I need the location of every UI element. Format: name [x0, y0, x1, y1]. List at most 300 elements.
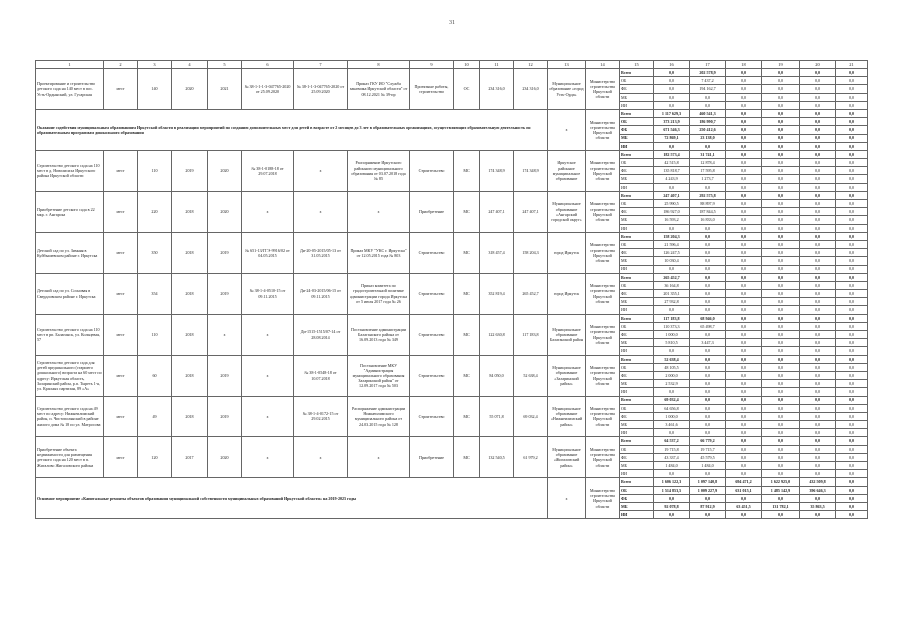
responsible-executor: Министерство строительства Иркутской области	[586, 191, 620, 232]
municipality: х	[548, 478, 586, 519]
value-year-4: 0,0	[762, 134, 800, 142]
value-year-1: 110 373,3	[654, 322, 690, 330]
value-year-1: 0,0	[654, 494, 690, 502]
value-year-3: 0,0	[726, 224, 762, 232]
cell-c10: МС	[454, 191, 480, 232]
funding-source: Всего	[620, 273, 654, 281]
value-year-2: 0,0	[690, 355, 726, 363]
value-year-1: 25 990,5	[654, 200, 690, 208]
header-col-4: 4	[172, 61, 208, 69]
value-year-6: 0,0	[836, 421, 868, 429]
value-year-6: 0,0	[836, 85, 868, 93]
table-body	[36, 61, 868, 519]
value-year-5: 0,0	[800, 339, 836, 347]
funding-source: ОБ	[620, 77, 654, 85]
cell-c11: 174 348,9	[480, 150, 514, 191]
value-year-1: 0,0	[654, 183, 690, 191]
value-year-2: 0,0	[690, 265, 726, 273]
cell-c9: Проектные работы, строительство	[410, 69, 454, 110]
object-name: Приобретение детского сада в 22 мкр. г. Ангарска	[36, 191, 104, 232]
funding-source: ОБ	[620, 159, 654, 167]
value-year-5: 0,0	[800, 290, 836, 298]
funding-source: ОБ	[620, 281, 654, 289]
table-row	[36, 69, 868, 77]
value-year-2: 23 138,0	[690, 134, 726, 142]
value-year-2: 0,0	[690, 273, 726, 281]
value-year-3: 0,0	[726, 339, 762, 347]
value-year-5: 0,0	[800, 470, 836, 478]
object-name: Строительство детского сада на 49 мест по адресу: Нижнеилимский район, п. Чистополянский в районе жилого дома № 18 по ул. Матросова	[36, 396, 104, 437]
value-year-4: 0,0	[762, 429, 800, 437]
value-year-5: 0,0	[800, 396, 836, 404]
value-year-2: 0,0	[690, 249, 726, 257]
value-year-2: 202 578,9	[690, 69, 726, 77]
header-col-3: 3	[138, 61, 172, 69]
funding-source: Всего	[620, 478, 654, 486]
value-year-4: 0,0	[762, 412, 800, 420]
value-year-3: 0,0	[726, 322, 762, 330]
value-year-5: 0,0	[800, 208, 836, 216]
cell-c5: 2019	[208, 396, 242, 437]
cell-c10: МС	[454, 355, 480, 396]
cell-c11: 84 050,0	[480, 355, 514, 396]
value-year-6: 0,0	[836, 396, 868, 404]
value-year-2: 65 498,7	[690, 322, 726, 330]
value-year-1: 72 869,1	[654, 134, 690, 142]
value-year-6: 0,0	[836, 478, 868, 486]
funding-source: Всего	[620, 191, 654, 199]
value-year-1: 126 247,5	[654, 249, 690, 257]
value-year-4: 0,0	[762, 273, 800, 281]
value-year-4: 0,0	[762, 150, 800, 158]
value-year-6: 0,0	[836, 208, 868, 216]
value-year-6: 0,0	[836, 93, 868, 101]
value-year-4: 0,0	[762, 462, 800, 470]
value-year-4: 0,0	[762, 200, 800, 208]
value-year-5: 396 646,3	[800, 486, 836, 494]
value-year-5: 0,0	[800, 453, 836, 461]
value-year-4: 0,0	[762, 126, 800, 134]
value-year-1: 4 243,9	[654, 175, 690, 183]
value-year-4: 0,0	[762, 257, 800, 265]
value-year-2: 0,0	[690, 412, 726, 420]
header-col-20: 20	[800, 61, 836, 69]
cell-c11: 318 457,4	[480, 232, 514, 273]
value-year-2: 0,0	[690, 224, 726, 232]
value-year-5: 0,0	[800, 77, 836, 85]
cell-c10: МС	[454, 396, 480, 437]
funding-source: Всего	[620, 396, 654, 404]
value-year-6: 0,0	[836, 462, 868, 470]
value-year-1: 10 030,4	[654, 257, 690, 265]
cell-c3: 220	[138, 191, 172, 232]
value-year-4: 0,0	[762, 85, 800, 93]
value-year-3: 0,0	[726, 462, 762, 470]
funding-source: ОБ	[620, 486, 654, 494]
value-year-6: 0,0	[836, 126, 868, 134]
funding-source: ИИ	[620, 429, 654, 437]
value-year-3: 0,0	[726, 273, 762, 281]
funding-source: Всего	[620, 109, 654, 117]
cell-c5: 2021	[208, 69, 242, 110]
cell-c9: Приобретение	[410, 191, 454, 232]
value-year-1: 16 593,2	[654, 216, 690, 224]
header-col-1: 1	[36, 61, 104, 69]
cell-c2: мест	[104, 355, 138, 396]
header-col-19: 19	[762, 61, 800, 69]
value-year-1: 21 596,4	[654, 240, 690, 248]
municipality: Муниципальное образование Балаганский район	[548, 314, 586, 355]
value-year-4: 0,0	[762, 437, 800, 445]
value-year-3: 0,0	[726, 134, 762, 142]
cell-c5: 2019	[208, 355, 242, 396]
value-year-3: 0,0	[726, 191, 762, 199]
value-year-5: 0,0	[800, 511, 836, 519]
funding-source: МБ	[620, 462, 654, 470]
value-year-3: 0,0	[726, 150, 762, 158]
funding-source: ФБ	[620, 85, 654, 93]
value-year-1: 247 407,1	[654, 191, 690, 199]
value-year-5: 0,0	[800, 437, 836, 445]
value-year-5: 0,0	[800, 183, 836, 191]
value-year-1: 19 715,8	[654, 445, 690, 453]
value-year-2: 0,0	[690, 93, 726, 101]
value-year-1: 43 337,4	[654, 453, 690, 461]
value-year-3: 0,0	[726, 355, 762, 363]
value-year-4: 0,0	[762, 77, 800, 85]
value-year-2: 0,0	[690, 470, 726, 478]
funding-source: Всего	[620, 437, 654, 445]
funding-source: Всего	[620, 314, 654, 322]
cell-c10: МС	[454, 150, 480, 191]
value-year-6: 0,0	[836, 191, 868, 199]
value-year-6: 0,0	[836, 355, 868, 363]
value-year-6: 0,0	[836, 363, 868, 371]
value-year-2: 0,0	[690, 371, 726, 379]
value-year-4: 0,0	[762, 470, 800, 478]
funding-source: ИИ	[620, 306, 654, 314]
value-year-4: 0,0	[762, 339, 800, 347]
value-year-1: 64 537,2	[654, 437, 690, 445]
cell-c11: 122 630,8	[480, 314, 514, 355]
value-year-6: 0,0	[836, 224, 868, 232]
value-year-2: 7 437,2	[690, 77, 726, 85]
value-year-4: 0,0	[762, 101, 800, 109]
value-year-5: 0,0	[800, 142, 836, 150]
funding-source: ИИ	[620, 224, 654, 232]
value-year-6: 0,0	[836, 494, 868, 502]
section-title: Оказание содействия муниципальным образованиям Иркутской области в реализации мероприятий по созданию дополнительных мест для детей в возрасте от 2 месяцев до 3 лет в образовательных организациях, осуществляющих образовательную деятельность по образовательным программам дошкольного образования	[36, 109, 548, 150]
value-year-2: 0,0	[690, 347, 726, 355]
value-year-1: 48 105,5	[654, 363, 690, 371]
value-year-3: 0,0	[726, 142, 762, 150]
value-year-4: 0,0	[762, 347, 800, 355]
value-year-5: 0,0	[800, 494, 836, 502]
value-year-2: 0,0	[690, 240, 726, 248]
header-col-16: 16	[654, 61, 690, 69]
header-col-7: 7	[294, 61, 348, 69]
value-year-6: 0,0	[836, 380, 868, 388]
value-year-1: 0,0	[654, 347, 690, 355]
value-year-1: 158 204,3	[654, 232, 690, 240]
responsible-executor: Министерство строительства Иркутской области	[586, 355, 620, 396]
funding-source: Всего	[620, 232, 654, 240]
cell-c7: № 38-1-1-3-047765-2020 от 25.09.2020	[294, 69, 348, 110]
value-year-5: 0,0	[800, 421, 836, 429]
value-year-1: 2 532,9	[654, 380, 690, 388]
value-year-4: 0,0	[762, 298, 800, 306]
funding-source: ОБ	[620, 200, 654, 208]
value-year-6: 0,0	[836, 314, 868, 322]
funding-source: МБ	[620, 134, 654, 142]
municipality: Муниципальное образование «город Усть-Орда»	[548, 69, 586, 110]
value-year-5: 0,0	[800, 380, 836, 388]
object-name: Строительство детского сада на 110 мест в рп. Балаганск, ул. Кольцевая, 57	[36, 314, 104, 355]
value-year-3: 63 451,5	[726, 502, 762, 510]
value-year-3: 0,0	[726, 388, 762, 396]
value-year-2: 0,0	[690, 298, 726, 306]
table-row	[36, 150, 868, 158]
page-number: 31	[449, 20, 455, 26]
value-year-2: 460 541,3	[690, 109, 726, 117]
header-col-13: 13	[548, 61, 586, 69]
cell-c2: мест	[104, 69, 138, 110]
cell-c9: Строительство	[410, 150, 454, 191]
value-year-4: 0,0	[762, 109, 800, 117]
value-year-4: 0,0	[762, 118, 800, 126]
cell-c2: мест	[104, 191, 138, 232]
cell-c6: х	[242, 314, 294, 355]
value-year-4: 0,0	[762, 216, 800, 224]
value-year-1: 0,0	[654, 429, 690, 437]
cell-c2: мест	[104, 314, 138, 355]
value-year-3: 0,0	[726, 93, 762, 101]
value-year-1: 117 183,8	[654, 314, 690, 322]
header-col-9: 9	[410, 61, 454, 69]
funding-source: ОБ	[620, 404, 654, 412]
value-year-5: 0,0	[800, 69, 836, 77]
value-year-6: 0,0	[836, 290, 868, 298]
cell-c7: № 38-1-4-0172-15 от 29.02.2015	[294, 396, 348, 437]
funding-source: ИИ	[620, 183, 654, 191]
value-year-6: 0,0	[836, 306, 868, 314]
funding-source: МБ	[620, 421, 654, 429]
municipality: Муниципальное образование «Нижнеилимский район»	[548, 396, 586, 437]
value-year-2: 1 273,7	[690, 175, 726, 183]
value-year-3: 631 015,1	[726, 486, 762, 494]
value-year-3: 0,0	[726, 109, 762, 117]
value-year-4: 0,0	[762, 183, 800, 191]
value-year-3: 0,0	[726, 208, 762, 216]
cell-c12: 61 979,2	[514, 437, 548, 478]
value-year-4: 0,0	[762, 380, 800, 388]
value-year-3: 694 471,2	[726, 478, 762, 486]
value-year-6: 0,0	[836, 437, 868, 445]
cell-c8: Распоряжение администрации Нижнеилимского муниципального района от 24.03.2015 года № 128	[348, 396, 410, 437]
value-year-5: 0,0	[800, 93, 836, 101]
value-year-5: 0,0	[800, 167, 836, 175]
cell-c4: 2018	[172, 396, 208, 437]
cell-c3: 110	[138, 150, 172, 191]
cell-c7: х	[294, 437, 348, 478]
value-year-3: 0,0	[726, 494, 762, 502]
cell-c9: Строительство	[410, 232, 454, 273]
value-year-2: 292 575,8	[690, 191, 726, 199]
value-year-5: 0,0	[800, 281, 836, 289]
value-year-6: 0,0	[836, 339, 868, 347]
value-year-4: 1 485 142,9	[762, 486, 800, 494]
value-year-4: 0,0	[762, 511, 800, 519]
value-year-1: 42 515,8	[654, 159, 690, 167]
value-year-2: 0,0	[690, 511, 726, 519]
cell-c12: 265 452,7	[514, 273, 548, 314]
value-year-1: 0,0	[654, 265, 690, 273]
value-year-4: 0,0	[762, 224, 800, 232]
value-year-3: 0,0	[726, 453, 762, 461]
responsible-executor: Министерство строительства Иркутской области	[586, 109, 620, 150]
value-year-5: 0,0	[800, 462, 836, 470]
value-year-4: 1 622 925,0	[762, 478, 800, 486]
value-year-4: 0,0	[762, 404, 800, 412]
cell-c10: ОС	[454, 69, 480, 110]
value-year-3: 0,0	[726, 200, 762, 208]
object-name: Детский сад по ул. Зимняя в Куйбышевском районе г. Иркутска	[36, 232, 104, 273]
funding-source: Всего	[620, 150, 654, 158]
value-year-5: 0,0	[800, 175, 836, 183]
value-year-6: 0,0	[836, 150, 868, 158]
value-year-5: 0,0	[800, 257, 836, 265]
cell-c10: МС	[454, 314, 480, 355]
municipality: Муниципальное образование «Ангарский городской округ»	[548, 191, 586, 232]
table-row	[36, 437, 868, 445]
table-row	[36, 396, 868, 404]
value-year-2: 0,0	[690, 257, 726, 265]
value-year-4: 0,0	[762, 445, 800, 453]
value-year-6: 0,0	[836, 347, 868, 355]
value-year-1: 0,0	[654, 77, 690, 85]
object-name: Приобретение объекта недвижимости для размещения детского сада на 120 мест в п. Жигалово Жигаловского района	[36, 437, 104, 478]
responsible-executor: Министерство строительства Иркутской области	[586, 478, 620, 519]
value-year-3: 0,0	[726, 331, 762, 339]
value-year-3: 0,0	[726, 265, 762, 273]
value-year-1: 27 932,8	[654, 298, 690, 306]
municipality: Иркутское районное муниципальное образование	[548, 150, 586, 191]
value-year-1: 2 000,0	[654, 371, 690, 379]
funding-source: ФБ	[620, 371, 654, 379]
value-year-4: 0,0	[762, 388, 800, 396]
value-year-6: 0,0	[836, 453, 868, 461]
value-year-2: 68 946,0	[690, 314, 726, 322]
value-year-3: 0,0	[726, 437, 762, 445]
funding-source: ИИ	[620, 347, 654, 355]
responsible-executor: Министерство строительства Иркутской области	[586, 396, 620, 437]
cell-c6: № 38-1-0188-18 от 29.07.2018	[242, 150, 294, 191]
value-year-6: 0,0	[836, 249, 868, 257]
value-year-3: 0,0	[726, 347, 762, 355]
cell-c12: 174 348,9	[514, 150, 548, 191]
funding-source: МБ	[620, 93, 654, 101]
value-year-5: 0,0	[800, 355, 836, 363]
value-year-6: 0,0	[836, 502, 868, 510]
value-year-2: 0,0	[690, 396, 726, 404]
cell-c8: Приказ комитета по градостроительной политике администрации города Иркутска от 5 июля 2017 года № 26	[348, 273, 410, 314]
value-year-4: 0,0	[762, 159, 800, 167]
value-year-2: 16 833,0	[690, 216, 726, 224]
cell-c8: х	[348, 191, 410, 232]
value-year-3: 0,0	[726, 306, 762, 314]
cell-c9: Строительство	[410, 314, 454, 355]
cell-c12: 234 316,0	[514, 69, 548, 110]
cell-c2: мест	[104, 232, 138, 273]
value-year-2: 0,0	[690, 331, 726, 339]
value-year-4: 0,0	[762, 191, 800, 199]
value-year-1: 0,0	[654, 142, 690, 150]
value-year-5: 0,0	[800, 101, 836, 109]
value-year-1: 1 000,0	[654, 331, 690, 339]
value-year-5: 0,0	[800, 412, 836, 420]
funding-source: МБ	[620, 339, 654, 347]
table-row	[36, 273, 868, 281]
value-year-2: 1 097 140,8	[690, 478, 726, 486]
value-year-6: 0,0	[836, 183, 868, 191]
funding-source: ФБ	[620, 494, 654, 502]
value-year-4: 0,0	[762, 93, 800, 101]
value-year-2: 0,0	[690, 232, 726, 240]
cell-c5: х	[208, 314, 242, 355]
funding-source: ФБ	[620, 412, 654, 420]
value-year-2: 87 912,9	[690, 502, 726, 510]
value-year-3: 0,0	[726, 421, 762, 429]
value-year-5: 0,0	[800, 388, 836, 396]
funding-source: ФБ	[620, 453, 654, 461]
object-name: Строительство детского сада на 110 мест в д. Новолисиха Иркутского района Иркутской области	[36, 150, 104, 191]
value-year-5: 35 863,5	[800, 502, 836, 510]
header-col-2: 2	[104, 61, 138, 69]
value-year-1: 1 117 629,3	[654, 109, 690, 117]
value-year-5: 0,0	[800, 85, 836, 93]
table-row	[36, 314, 868, 322]
value-year-4: 0,0	[762, 306, 800, 314]
funding-source: ФБ	[620, 208, 654, 216]
cell-c8: х	[348, 437, 410, 478]
value-year-2: 0,0	[690, 404, 726, 412]
municipality: Муниципальное образование «Заларинский район»	[548, 355, 586, 396]
value-year-2: 0,0	[690, 388, 726, 396]
header-col-14: 14	[586, 61, 620, 69]
value-year-2: 187 844,5	[690, 208, 726, 216]
funding-source: ИИ	[620, 265, 654, 273]
value-year-5: 0,0	[800, 249, 836, 257]
funding-source: ИИ	[620, 511, 654, 519]
funding-source: ИИ	[620, 142, 654, 150]
cell-c8: Приказ МКУ "УКС г. Иркутска" от 12.05.2015 года № 803	[348, 232, 410, 273]
cell-c6: х	[242, 396, 294, 437]
value-year-1: 64 656,8	[654, 404, 690, 412]
table-row	[36, 232, 868, 240]
cell-c10: МС	[454, 437, 480, 478]
value-year-2: 31 741,1	[690, 150, 726, 158]
value-year-4: 0,0	[762, 355, 800, 363]
cell-c11: 55 071,8	[480, 396, 514, 437]
value-year-5: 0,0	[800, 134, 836, 142]
value-year-2: 194 162,7	[690, 85, 726, 93]
municipality: город Иркутск	[548, 232, 586, 273]
cell-c10: МС	[454, 232, 480, 273]
value-year-3: 0,0	[726, 232, 762, 240]
value-year-3: 0,0	[726, 69, 762, 77]
value-year-1: 671 546,3	[654, 126, 690, 134]
cell-c12: 158 204,3	[514, 232, 548, 273]
